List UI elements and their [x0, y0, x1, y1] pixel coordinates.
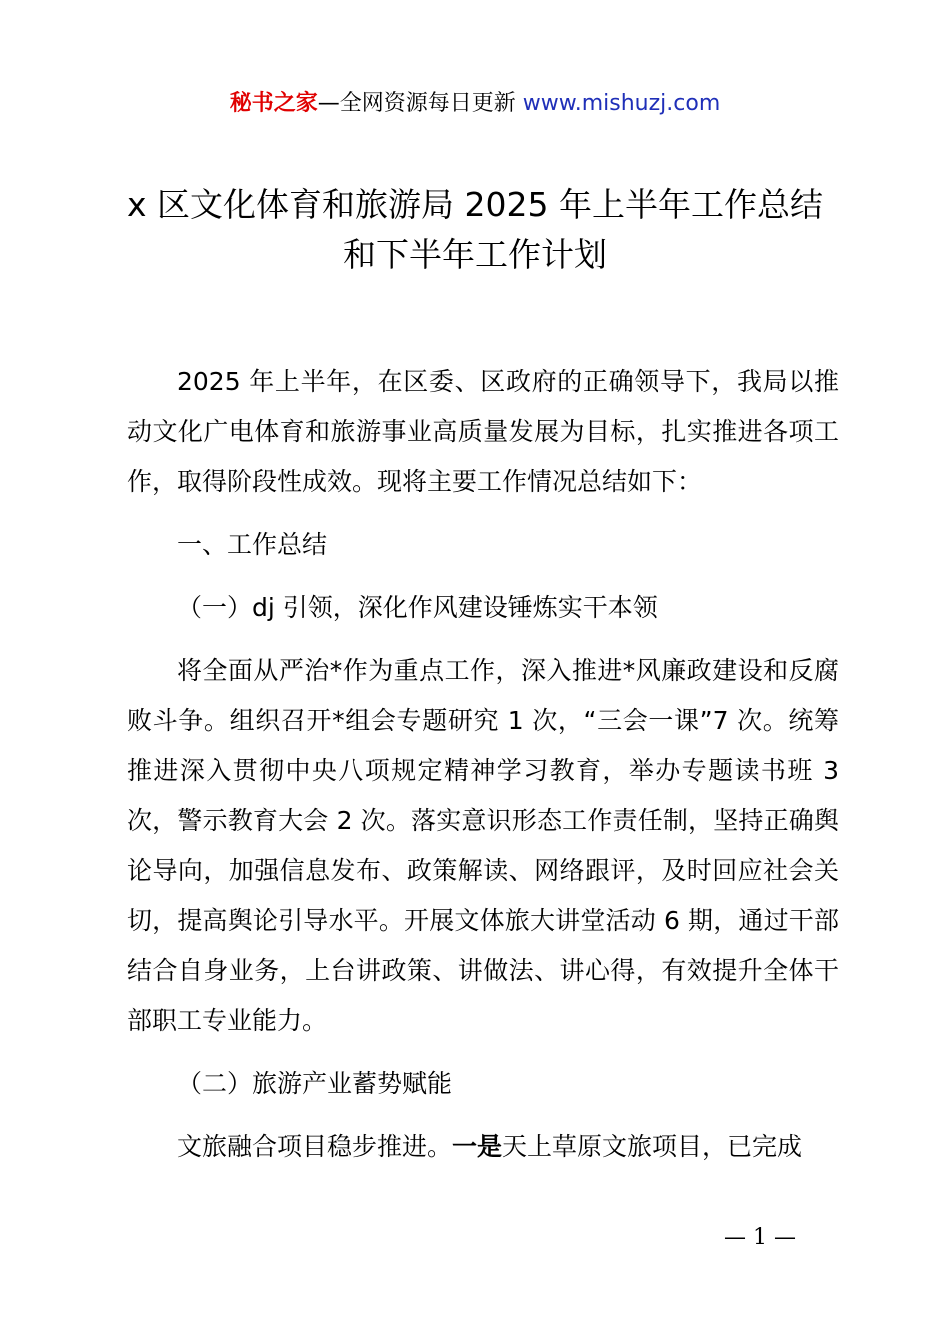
- subsection-heading-1: （一）dj 引领，深化作风建设锤炼实干本领: [177, 593, 658, 622]
- subsection-2-bold-marker: 一是: [452, 1132, 503, 1161]
- subsection-2-lead: 文旅融合项目稳步推进。: [177, 1132, 453, 1161]
- page-number: — 1 —: [724, 1225, 796, 1250]
- section-heading-summary: 一、工作总结: [177, 530, 328, 559]
- subsection-2-rest: 天上草原文旅项目，已完成: [502, 1132, 803, 1161]
- document-title-line-1: x 区文化体育和旅游局 2025 年上半年工作总结: [127, 185, 823, 224]
- document-title: [100, 180, 850, 280]
- document-title-line-2: 和下半年工作计划: [343, 235, 607, 274]
- subsection-heading-2: （二）旅游产业蓄势赋能: [177, 1069, 453, 1098]
- brand-name: 秘书之家: [229, 91, 318, 116]
- intro-paragraph: 2025 年上半年，在区委、区政府的正确领导下，我局以推动文化广电体育和旅游事业高质量发展为目标，扎实推进各项工作，取得阶段性成效。现将主要工作情况总结如下：: [127, 367, 839, 496]
- subsection-2-paragraph: [127, 1122, 839, 1172]
- site-url-link[interactable]: www.mishuzj.com: [522, 91, 721, 116]
- site-banner: [0, 88, 950, 120]
- document-body: [127, 357, 839, 1172]
- banner-slogan: —全网资源每日更新: [317, 91, 523, 116]
- subsection-1-paragraph: 将全面从严治*作为重点工作，深入推进*风廉政建设和反腐败斗争。组织召开*组会专题研究 1 次，“三会一课”7 次。统筹推进深入贯彻中央八项规定精神学习教育，举办专题读书班 3 次，警示教育大会 2 次。落实意识形态工作责任制，坚持正确舆论导向，加强信息发布、政策解读、网络跟评，及时回应社会关切，提高舆论引导水平。开展文体旅大讲堂活动 6 期，通过干部结合自身业务，上台讲政策、讲做法、讲心得，有效提升全体干部职工专业能力。: [127, 656, 839, 1035]
